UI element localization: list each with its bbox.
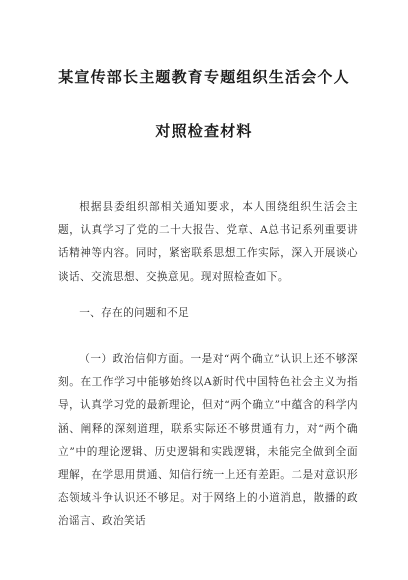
body-paragraph: （一）政治信仰方面。一是对“两个确立”认识上还不够深刻。在工作学习中能够始终以A新时代中国特色社会主义为指导，认真学习党的最新理论，但对“两个确立”中蕴含的科学内涵、阐释的深刻道理，联系实际还不够贯通有力，对“两个确立”中的理论逻辑、历史逻辑和实践逻辑，未能完全做到全面理解，在学思用贯通、知信行统一上还有差距。二是对意识形态领域斗争认识还不够足。对于网络上的小道消息，散播的政治谣言、政治笑话 — [58, 353, 358, 528]
section-heading: 一、存在的问题和不足 — [79, 307, 190, 319]
document-title-line-1: 某宣传部长主题教育专题组织生活会个人 — [58, 68, 350, 86]
document-title-line-2: 对照检查材料 — [155, 122, 253, 140]
intro-paragraph: 根据县委组织部相关通知要求，本人围绕组织生活会主题，认真学习了党的二十大报告、党章、A总书记系列重要讲话精神等内容。同时，紧密联系思想工作实际，深入开展谈心谈话、交流思想、交换意见。现对照检查如下。 — [58, 201, 358, 283]
